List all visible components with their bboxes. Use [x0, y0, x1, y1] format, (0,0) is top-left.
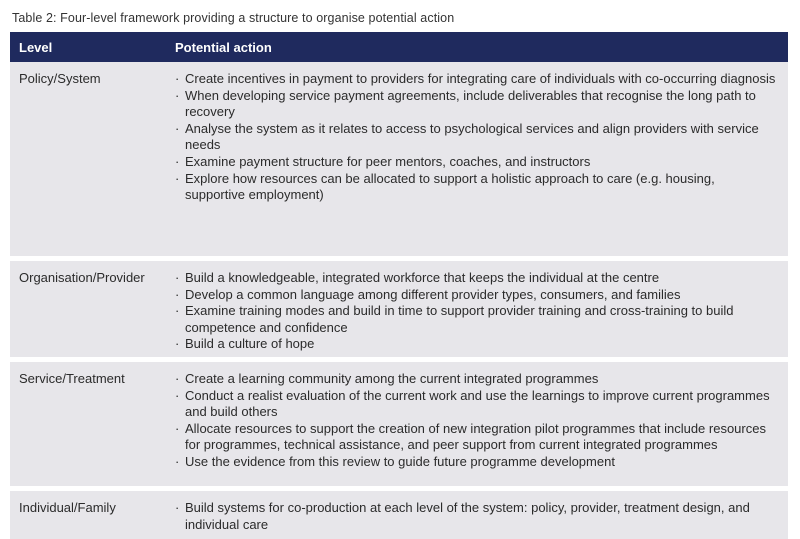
bullet-glyph: ·: [175, 303, 180, 319]
list-item: · Allocate resources to support the creation of new integration pilot programmes that include resources for programmes, technical assistance, and peer support from current integrated programmes: [175, 420, 766, 453]
list-item: · Examine payment structure for peer mentors, coaches, and instructors: [175, 153, 591, 169]
row-actions: [171, 362, 788, 486]
bullet-glyph: ·: [175, 87, 180, 103]
list-item: · Build a knowledgeable, integrated workforce that keeps the individual at the centre: [175, 270, 660, 285]
table-row-individual-family: [10, 491, 788, 539]
bullet-glyph: ·: [175, 120, 180, 136]
bullet-glyph: ·: [175, 387, 180, 403]
bullet-glyph: ·: [175, 286, 180, 302]
bullet-glyph: ·: [175, 420, 180, 436]
row-actions: [171, 62, 788, 256]
bullet-glyph: ·: [175, 336, 180, 352]
list-item: · Create a learning community among the current integrated programmes: [175, 371, 599, 386]
row-level-label: Policy/System: [19, 71, 101, 86]
table-caption: Table 2: Four-level framework providing a structure to organise potential action: [12, 11, 455, 25]
row-actions: [171, 261, 788, 357]
table-row-policy-system: [10, 62, 788, 256]
bullet-glyph: ·: [175, 453, 180, 469]
header-level: Level: [19, 39, 53, 55]
bullet-glyph: ·: [175, 71, 180, 86]
table-header: [10, 32, 788, 62]
list-item: · Examine training modes and build in time to support provider training and cross-training to build competence and confidence: [175, 303, 734, 335]
list-item: · Use the evidence from this review to guide future programme development: [175, 453, 615, 469]
framework-table: [10, 32, 788, 539]
bullet-glyph: ·: [175, 500, 180, 515]
bullet-glyph: ·: [175, 170, 180, 186]
list-item: · Develop a common language among different provider types, consumers, and families: [175, 286, 681, 302]
list-item: · Analyse the system as it relates to access to psychological services and align providers with service needs: [175, 120, 759, 153]
list-item: · Conduct a realist evaluation of the current work and use the learnings to improve current programmes and build others: [175, 387, 770, 420]
list-item: · Build a culture of hope: [175, 336, 315, 352]
row-level-label: Individual/Family: [19, 500, 116, 515]
row-level-label: Organisation/Provider: [19, 270, 145, 285]
table-row-organisation-provider: [10, 261, 788, 357]
list-item: · When developing service payment agreements, include deliverables that recognise the long path to recovery: [175, 87, 756, 120]
bullet-glyph: ·: [175, 270, 180, 285]
row-actions: [171, 491, 788, 539]
list-item: · Create incentives in payment to providers for integrating care of individuals with co-occurring diagnosis: [175, 71, 776, 86]
list-item: · Explore how resources can be allocated to support a holistic approach to care (e.g. housing, supportive employment): [175, 170, 715, 203]
bullet-glyph: ·: [175, 371, 180, 386]
header-potential-action: Potential action: [175, 39, 272, 55]
list-item: · Build systems for co-production at each level of the system: policy, provider, treatment design, and individual care: [175, 500, 750, 532]
bullet-glyph: ·: [175, 153, 180, 169]
table-row-service-treatment: [10, 362, 788, 486]
row-level-label: Service/Treatment: [19, 371, 125, 386]
